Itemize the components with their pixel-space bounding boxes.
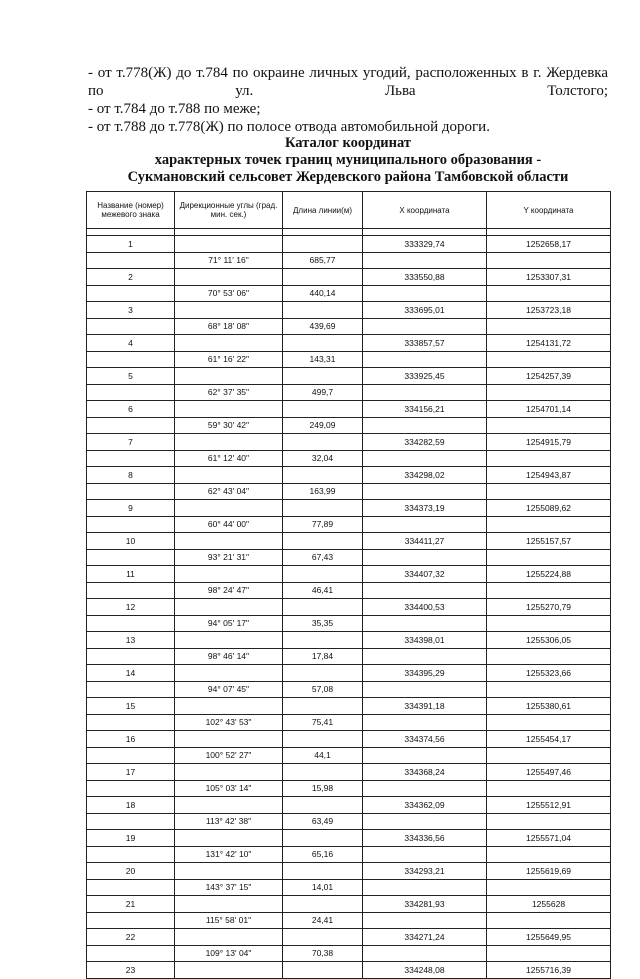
empty-angle-cell xyxy=(175,302,283,319)
point-name: 16 xyxy=(87,731,175,748)
segment-length: 57,08 xyxy=(283,681,363,698)
empty-y-cell xyxy=(487,252,611,269)
empty-angle-cell xyxy=(175,236,283,253)
point-x: 334248,08 xyxy=(363,962,487,979)
point-row xyxy=(87,434,611,451)
segment-row xyxy=(87,747,611,764)
point-name: 10 xyxy=(87,533,175,550)
point-x: 333925,45 xyxy=(363,368,487,385)
empty-y-cell xyxy=(487,318,611,335)
empty-name-cell xyxy=(87,813,175,830)
point-x: 334398,01 xyxy=(363,632,487,649)
point-row xyxy=(87,929,611,946)
point-y: 1255323,66 xyxy=(487,665,611,682)
empty-name-cell xyxy=(87,945,175,962)
segment-row xyxy=(87,648,611,665)
point-y: 1254943,87 xyxy=(487,467,611,484)
empty-y-cell xyxy=(487,450,611,467)
point-name: 20 xyxy=(87,863,175,880)
empty-length-cell xyxy=(283,467,363,484)
segment-angle: 143° 37' 15" xyxy=(175,879,283,896)
empty-name-cell xyxy=(87,582,175,599)
empty-x-cell xyxy=(363,252,487,269)
point-y: 1255512,91 xyxy=(487,797,611,814)
empty-angle-cell xyxy=(175,863,283,880)
empty-length-cell xyxy=(283,269,363,286)
point-x: 333329,74 xyxy=(363,236,487,253)
intro-line-3: - от т.788 до т.778(Ж) по полосе отвода автомобильной дороги. xyxy=(88,119,490,135)
point-x: 334407,32 xyxy=(363,566,487,583)
empty-x-cell xyxy=(363,780,487,797)
segment-angle: 98° 46' 14" xyxy=(175,648,283,665)
empty-y-cell xyxy=(487,384,611,401)
empty-length-cell xyxy=(283,566,363,583)
empty-length-cell xyxy=(283,764,363,781)
segment-row xyxy=(87,549,611,566)
header-x: X координата xyxy=(363,192,487,229)
point-row xyxy=(87,632,611,649)
header-length: Длина линии(м) xyxy=(283,192,363,229)
empty-length-cell xyxy=(283,863,363,880)
empty-y-cell xyxy=(487,714,611,731)
empty-name-cell xyxy=(87,648,175,665)
point-name: 13 xyxy=(87,632,175,649)
point-x: 334281,93 xyxy=(363,896,487,913)
segment-angle: 102° 43' 53" xyxy=(175,714,283,731)
point-x: 334298,02 xyxy=(363,467,487,484)
segment-angle: 93° 21' 31" xyxy=(175,549,283,566)
point-x: 334374,56 xyxy=(363,731,487,748)
segment-length: 67,43 xyxy=(283,549,363,566)
catalog-title-line-1: Каталог координат xyxy=(284,135,412,151)
empty-name-cell xyxy=(87,846,175,863)
segment-angle: 94° 05' 17" xyxy=(175,615,283,632)
point-name: 18 xyxy=(87,797,175,814)
coordinates-table xyxy=(86,191,611,979)
point-name: 4 xyxy=(87,335,175,352)
point-name: 17 xyxy=(87,764,175,781)
point-row xyxy=(87,335,611,352)
empty-angle-cell xyxy=(175,368,283,385)
point-y: 1255380,61 xyxy=(487,698,611,715)
empty-name-cell xyxy=(87,285,175,302)
point-row xyxy=(87,401,611,418)
empty-name-cell xyxy=(87,483,175,500)
point-row xyxy=(87,665,611,682)
point-row xyxy=(87,863,611,880)
empty-name-cell xyxy=(87,549,175,566)
header-angle: Дирекционные углы (град. мин. сек.) xyxy=(175,192,283,229)
empty-angle-cell xyxy=(175,929,283,946)
point-y: 1255571,04 xyxy=(487,830,611,847)
empty-y-cell xyxy=(487,483,611,500)
point-y: 1253307,31 xyxy=(487,269,611,286)
empty-length-cell xyxy=(283,962,363,979)
point-y: 1255306,05 xyxy=(487,632,611,649)
segment-length: 440,14 xyxy=(283,285,363,302)
segment-length: 17,84 xyxy=(283,648,363,665)
empty-angle-cell xyxy=(175,830,283,847)
point-x: 333695,01 xyxy=(363,302,487,319)
point-name: 1 xyxy=(87,236,175,253)
empty-name-cell xyxy=(87,747,175,764)
empty-angle-cell xyxy=(175,896,283,913)
segment-length: 35,35 xyxy=(283,615,363,632)
empty-y-cell xyxy=(487,681,611,698)
segment-row xyxy=(87,384,611,401)
empty-angle-cell xyxy=(175,566,283,583)
point-row xyxy=(87,566,611,583)
segment-length: 439,69 xyxy=(283,318,363,335)
point-name: 3 xyxy=(87,302,175,319)
point-row xyxy=(87,797,611,814)
empty-angle-cell xyxy=(175,533,283,550)
empty-length-cell xyxy=(283,533,363,550)
empty-length-cell xyxy=(283,731,363,748)
point-name: 14 xyxy=(87,665,175,682)
empty-x-cell xyxy=(363,813,487,830)
empty-y-cell xyxy=(487,780,611,797)
empty-x-cell xyxy=(363,582,487,599)
empty-length-cell xyxy=(283,632,363,649)
segment-length: 15,98 xyxy=(283,780,363,797)
point-y: 1252658,17 xyxy=(487,236,611,253)
segment-length: 70,38 xyxy=(283,945,363,962)
empty-angle-cell xyxy=(175,665,283,682)
point-y: 1255224,88 xyxy=(487,566,611,583)
point-x: 334391,18 xyxy=(363,698,487,715)
segment-length: 32,04 xyxy=(283,450,363,467)
segment-row xyxy=(87,252,611,269)
point-y: 1253723,18 xyxy=(487,302,611,319)
empty-length-cell xyxy=(283,599,363,616)
empty-y-cell xyxy=(487,747,611,764)
point-name: 22 xyxy=(87,929,175,946)
point-y: 1255716,39 xyxy=(487,962,611,979)
catalog-title-line-2: характерных точек границ муниципального образования - xyxy=(154,152,542,168)
empty-x-cell xyxy=(363,747,487,764)
point-y: 1254131,72 xyxy=(487,335,611,352)
point-y: 1255089,62 xyxy=(487,500,611,517)
empty-x-cell xyxy=(363,912,487,929)
empty-y-cell xyxy=(487,912,611,929)
segment-length: 163,99 xyxy=(283,483,363,500)
segment-angle: 109° 13' 04" xyxy=(175,945,283,962)
segment-length: 44,1 xyxy=(283,747,363,764)
empty-x-cell xyxy=(363,714,487,731)
empty-angle-cell xyxy=(175,401,283,418)
point-row xyxy=(87,698,611,715)
segment-angle: 98° 24' 47" xyxy=(175,582,283,599)
empty-name-cell xyxy=(87,318,175,335)
empty-x-cell xyxy=(363,483,487,500)
header-y: Y координата xyxy=(487,192,611,229)
empty-angle-cell xyxy=(175,467,283,484)
point-y: 1255649,95 xyxy=(487,929,611,946)
point-x: 334271,24 xyxy=(363,929,487,946)
empty-x-cell xyxy=(363,945,487,962)
point-y: 1255454,17 xyxy=(487,731,611,748)
header-name: Название (номер) межевого знака xyxy=(87,192,175,229)
empty-x-cell xyxy=(363,417,487,434)
table-body xyxy=(87,229,611,979)
catalog-title-line-3: Сукмановский сельсовет Жердевского района Тамбовской области xyxy=(127,169,569,185)
empty-angle-cell xyxy=(175,698,283,715)
empty-length-cell xyxy=(283,434,363,451)
point-y: 1255628 xyxy=(487,896,611,913)
intro-text xyxy=(88,64,608,136)
point-x: 334336,56 xyxy=(363,830,487,847)
segment-angle: 100° 52' 27" xyxy=(175,747,283,764)
point-row xyxy=(87,368,611,385)
empty-name-cell xyxy=(87,384,175,401)
empty-name-cell xyxy=(87,450,175,467)
empty-length-cell xyxy=(283,302,363,319)
segment-angle: 68° 18' 08" xyxy=(175,318,283,335)
point-row xyxy=(87,500,611,517)
point-row xyxy=(87,599,611,616)
point-row xyxy=(87,467,611,484)
point-row xyxy=(87,533,611,550)
empty-length-cell xyxy=(283,896,363,913)
empty-y-cell xyxy=(487,417,611,434)
point-row xyxy=(87,302,611,319)
point-name: 8 xyxy=(87,467,175,484)
empty-length-cell xyxy=(283,929,363,946)
empty-y-cell xyxy=(487,351,611,368)
segment-length: 685,77 xyxy=(283,252,363,269)
point-x: 333550,88 xyxy=(363,269,487,286)
point-y: 1255619,69 xyxy=(487,863,611,880)
point-y: 1255497,46 xyxy=(487,764,611,781)
empty-angle-cell xyxy=(175,962,283,979)
point-row xyxy=(87,830,611,847)
empty-length-cell xyxy=(283,665,363,682)
segment-length: 24,41 xyxy=(283,912,363,929)
empty-name-cell xyxy=(87,780,175,797)
table-spacer-row xyxy=(87,229,611,236)
empty-x-cell xyxy=(363,285,487,302)
intro-line-2: - от т.784 до т.788 по меже; xyxy=(88,101,261,117)
segment-row xyxy=(87,417,611,434)
point-x: 333857,57 xyxy=(363,335,487,352)
empty-x-cell xyxy=(363,681,487,698)
empty-angle-cell xyxy=(175,797,283,814)
segment-row xyxy=(87,285,611,302)
empty-length-cell xyxy=(283,698,363,715)
segment-row xyxy=(87,714,611,731)
empty-angle-cell xyxy=(175,599,283,616)
segment-row xyxy=(87,450,611,467)
empty-x-cell xyxy=(363,351,487,368)
empty-name-cell xyxy=(87,681,175,698)
point-name: 19 xyxy=(87,830,175,847)
segment-angle: 113° 42' 38" xyxy=(175,813,283,830)
segment-row xyxy=(87,879,611,896)
empty-name-cell xyxy=(87,879,175,896)
segment-angle: 94° 07' 45" xyxy=(175,681,283,698)
segment-angle: 61° 12' 40" xyxy=(175,450,283,467)
empty-length-cell xyxy=(283,236,363,253)
segment-row xyxy=(87,681,611,698)
empty-angle-cell xyxy=(175,269,283,286)
empty-y-cell xyxy=(487,549,611,566)
empty-x-cell xyxy=(363,318,487,335)
segment-row xyxy=(87,945,611,962)
point-name: 6 xyxy=(87,401,175,418)
point-row xyxy=(87,962,611,979)
empty-x-cell xyxy=(363,384,487,401)
segment-row xyxy=(87,582,611,599)
empty-x-cell xyxy=(363,516,487,533)
point-name: 7 xyxy=(87,434,175,451)
point-x: 334362,09 xyxy=(363,797,487,814)
point-y: 1254915,79 xyxy=(487,434,611,451)
point-name: 11 xyxy=(87,566,175,583)
segment-row xyxy=(87,615,611,632)
empty-name-cell xyxy=(87,417,175,434)
point-name: 23 xyxy=(87,962,175,979)
segment-row xyxy=(87,516,611,533)
empty-y-cell xyxy=(487,516,611,533)
empty-y-cell xyxy=(487,813,611,830)
segment-angle: 60° 44' 00" xyxy=(175,516,283,533)
empty-x-cell xyxy=(363,879,487,896)
empty-name-cell xyxy=(87,516,175,533)
empty-x-cell xyxy=(363,549,487,566)
empty-x-cell xyxy=(363,615,487,632)
point-y: 1255270,79 xyxy=(487,599,611,616)
empty-length-cell xyxy=(283,500,363,517)
point-x: 334282,59 xyxy=(363,434,487,451)
segment-length: 14,01 xyxy=(283,879,363,896)
point-x: 334293,21 xyxy=(363,863,487,880)
point-row xyxy=(87,896,611,913)
point-name: 21 xyxy=(87,896,175,913)
point-name: 5 xyxy=(87,368,175,385)
segment-row xyxy=(87,813,611,830)
empty-name-cell xyxy=(87,912,175,929)
empty-length-cell xyxy=(283,797,363,814)
segment-length: 143,31 xyxy=(283,351,363,368)
segment-length: 46,41 xyxy=(283,582,363,599)
point-y: 1254701,14 xyxy=(487,401,611,418)
empty-name-cell xyxy=(87,252,175,269)
segment-length: 77,89 xyxy=(283,516,363,533)
catalog-title xyxy=(86,135,610,186)
empty-y-cell xyxy=(487,615,611,632)
empty-angle-cell xyxy=(175,434,283,451)
empty-y-cell xyxy=(487,285,611,302)
segment-angle: 71° 11' 16" xyxy=(175,252,283,269)
point-x: 334368,24 xyxy=(363,764,487,781)
segment-angle: 62° 43' 04" xyxy=(175,483,283,500)
empty-name-cell xyxy=(87,714,175,731)
empty-y-cell xyxy=(487,582,611,599)
point-row xyxy=(87,269,611,286)
segment-angle: 61° 16' 22" xyxy=(175,351,283,368)
empty-length-cell xyxy=(283,401,363,418)
segment-length: 63,49 xyxy=(283,813,363,830)
segment-row xyxy=(87,780,611,797)
segment-row xyxy=(87,318,611,335)
empty-angle-cell xyxy=(175,731,283,748)
segment-angle: 59° 30' 42" xyxy=(175,417,283,434)
segment-angle: 131° 42' 10" xyxy=(175,846,283,863)
segment-length: 249,09 xyxy=(283,417,363,434)
segment-length: 499,7 xyxy=(283,384,363,401)
point-name: 12 xyxy=(87,599,175,616)
empty-y-cell xyxy=(487,846,611,863)
point-y: 1254257,39 xyxy=(487,368,611,385)
point-x: 334156,21 xyxy=(363,401,487,418)
segment-row xyxy=(87,483,611,500)
segment-length: 65,16 xyxy=(283,846,363,863)
segment-angle: 62° 37' 35" xyxy=(175,384,283,401)
empty-angle-cell xyxy=(175,335,283,352)
table-header-row xyxy=(87,192,611,229)
empty-x-cell xyxy=(363,450,487,467)
empty-name-cell xyxy=(87,351,175,368)
empty-length-cell xyxy=(283,335,363,352)
point-x: 334411,27 xyxy=(363,533,487,550)
segment-length: 75,41 xyxy=(283,714,363,731)
point-x: 334395,29 xyxy=(363,665,487,682)
point-y: 1255157,57 xyxy=(487,533,611,550)
empty-length-cell xyxy=(283,830,363,847)
empty-y-cell xyxy=(487,648,611,665)
segment-row xyxy=(87,846,611,863)
segment-angle: 70° 53' 06" xyxy=(175,285,283,302)
empty-angle-cell xyxy=(175,500,283,517)
segment-row xyxy=(87,912,611,929)
empty-angle-cell xyxy=(175,764,283,781)
segment-angle: 115° 58' 01" xyxy=(175,912,283,929)
point-name: 2 xyxy=(87,269,175,286)
point-name: 15 xyxy=(87,698,175,715)
empty-angle-cell xyxy=(175,632,283,649)
empty-y-cell xyxy=(487,879,611,896)
empty-x-cell xyxy=(363,648,487,665)
segment-angle: 105° 03' 14" xyxy=(175,780,283,797)
point-x: 334373,19 xyxy=(363,500,487,517)
empty-name-cell xyxy=(87,615,175,632)
point-row xyxy=(87,731,611,748)
point-row xyxy=(87,236,611,253)
empty-x-cell xyxy=(363,846,487,863)
empty-length-cell xyxy=(283,368,363,385)
point-x: 334400,53 xyxy=(363,599,487,616)
segment-row xyxy=(87,351,611,368)
point-row xyxy=(87,764,611,781)
point-name: 9 xyxy=(87,500,175,517)
intro-line-1: - от т.778(Ж) до т.784 по окраине личных угодий, расположенных в г. Жердевка по ул. Льва Толстого; xyxy=(88,65,608,99)
empty-y-cell xyxy=(487,945,611,962)
